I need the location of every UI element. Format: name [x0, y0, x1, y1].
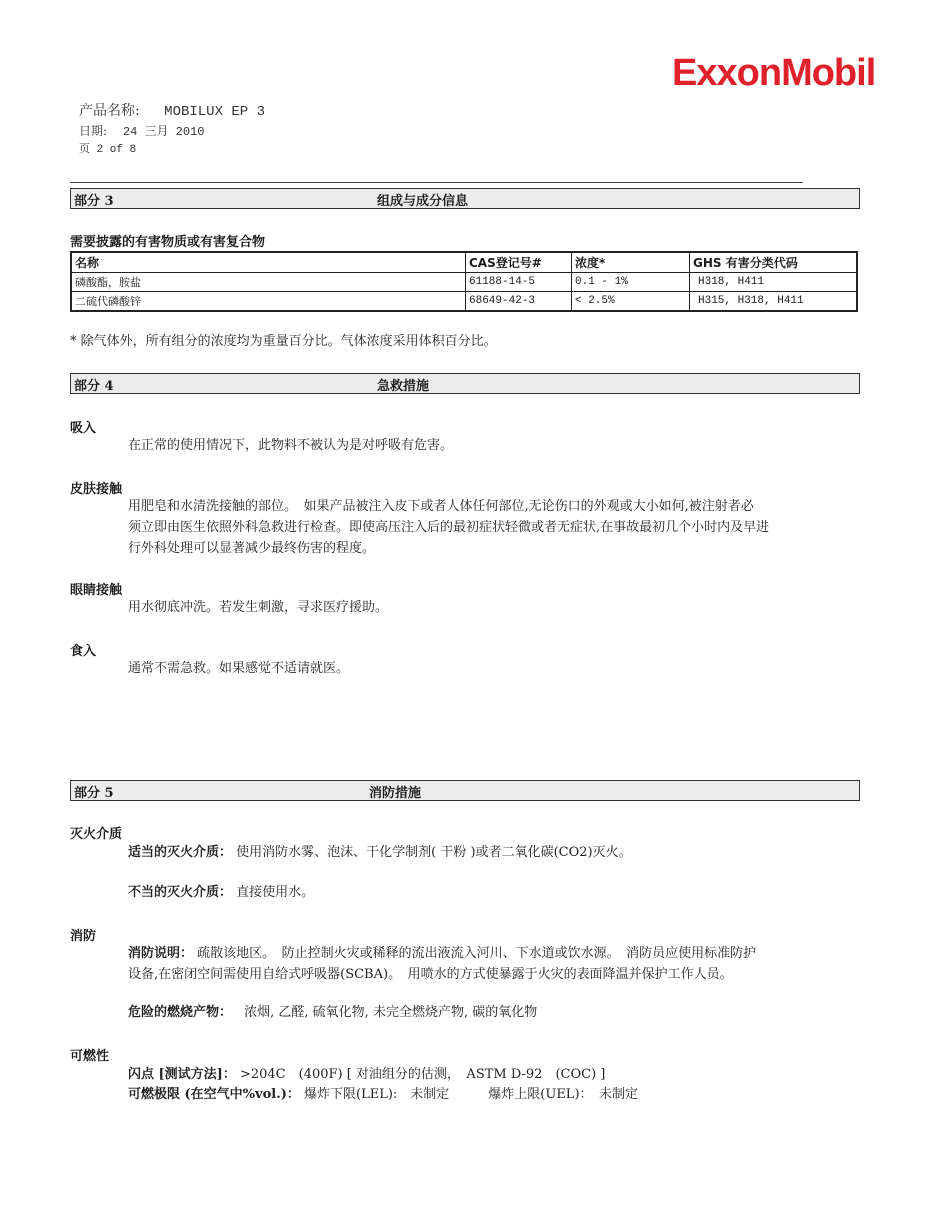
cell-name: 二硫代磷酸锌 — [71, 292, 466, 312]
unsuitable-media-label: 不当的灭火介质： — [128, 885, 233, 900]
section-4-title: 急救措施 — [377, 379, 430, 394]
section-3-bar — [70, 188, 860, 209]
unsuitable-media-text: 直接使用水。 — [236, 885, 315, 900]
section-5-number: 部分 5 — [74, 786, 114, 801]
section-5-bar — [70, 780, 860, 801]
logo-text-xx: xx — [696, 52, 737, 94]
section-5-title: 消防措施 — [369, 786, 422, 801]
flammable-limits-text: 爆炸下限(LEL): 未制定 爆炸上限(UEL)： 未制定 — [304, 1087, 639, 1102]
flash-point-line — [128, 1064, 605, 1085]
header-divider — [70, 182, 803, 183]
product-name-line — [79, 100, 265, 120]
suitable-media-line — [128, 842, 632, 863]
inhalation-heading: 吸入 — [70, 421, 97, 436]
cell-cas: 68649-42-3 — [466, 292, 572, 312]
col-header-name: 名称 — [71, 252, 466, 273]
concentration-footnote: * 除气体外，所有组分的浓度均为重量百分比。气体浓度采用体积百分比。 — [70, 334, 497, 349]
cell-ghs: H315, H318, H411 — [690, 292, 858, 312]
cell-ghs: H318, H411 — [690, 273, 858, 292]
exxonmobil-logo — [672, 52, 875, 95]
combustion-products-label: 危险的燃烧产物： — [128, 1005, 233, 1020]
date-line — [79, 122, 205, 139]
combustion-products-text: 浓烟, 乙醛, 硫氧化物, 未完全燃烧产物, 碳的氧化物 — [244, 1005, 538, 1020]
date-label: 日期: — [79, 124, 108, 138]
col-header-cas: CAS登记号# — [466, 252, 572, 273]
ingestion-text: 通常不需急救。如果感觉不适请就医。 — [128, 661, 350, 676]
cell-name: 磷酸酯，胺盐 — [71, 273, 466, 292]
date-value: 24 三月 2010 — [122, 125, 205, 139]
flash-point-text: >204C (400F) [ 对油组分的估测， ASTM D-92 (COC) ] — [239, 1067, 606, 1082]
skin-contact-line-2: 须立即由医生依照外科急救进行检查。即使高压注入后的最初症状轻微或者无症状,在事故最初几个小时内及早进 — [128, 520, 770, 535]
table-row — [71, 292, 857, 312]
table-row — [71, 273, 857, 292]
cell-cas: 61188-14-5 — [466, 273, 572, 292]
flammability-heading: 可燃性 — [70, 1049, 110, 1064]
suitable-media-text: 使用消防水雾、泡沫、干化学制剂( 干粉 )或者二氧化碳(CO2)灭火。 — [236, 845, 632, 860]
firefighting-instructions-label: 消防说明： — [128, 946, 194, 961]
skin-contact-line-1: 用肥皂和水清洗接触的部位。 如果产品被注入皮下或者人体任何部位,无论伤口的外观或大小如何,被注射者必 — [128, 499, 754, 514]
firefighting-instructions-line-1 — [128, 943, 756, 964]
cell-concentration: < 2.5% — [572, 292, 690, 312]
ingestion-heading: 食入 — [70, 644, 97, 659]
firefighting-instructions-line-2: 设备,在密闭空间需使用自给式呼吸器(SCBA)。 用喷水的方式使暴露于火灾的表面降温并保护工作人员。 — [128, 967, 733, 982]
skin-contact-heading: 皮肤接触 — [70, 482, 123, 497]
inhalation-text: 在正常的使用情况下，此物料不被认为是对呼吸有危害。 — [128, 438, 454, 453]
flash-point-label: 闪点 [测试方法]： — [128, 1067, 236, 1082]
section-3-number: 部分 3 — [74, 194, 114, 209]
product-name-label: 产品名称: — [79, 103, 140, 119]
col-header-ghs: GHS 有害分类代码 — [690, 252, 858, 273]
skin-contact-line-3: 行外科处理可以显著减少最终伤害的程度。 — [128, 541, 376, 556]
logo-text-onmobil: onMobil — [736, 52, 876, 94]
combustion-products-line — [128, 1002, 537, 1023]
eye-contact-text: 用水彻底冲洗。若发生刺激，寻求医疗援助。 — [128, 600, 389, 615]
section-3-title: 组成与成分信息 — [377, 194, 469, 209]
flammable-limits-label: 可燃极限 (在空气中%vol.)： — [128, 1087, 300, 1102]
firefighting-heading: 消防 — [70, 929, 97, 944]
page-number: 页 2 of 8 — [79, 144, 137, 156]
suitable-media-label: 适当的灭火介质： — [128, 845, 233, 860]
section-4-bar — [70, 373, 860, 394]
extinguishing-media-heading: 灭火介质 — [70, 827, 123, 842]
eye-contact-heading: 眼睛接触 — [70, 583, 123, 598]
firefighting-instructions-text-1: 疏散该地区。 防止控制火灾或稀释的流出液流入河川、下水道或饮水源。 消防员应使用标准防护 — [197, 946, 757, 961]
product-name-value: MOBILUX EP 3 — [164, 104, 265, 120]
flammable-limits-line — [128, 1084, 638, 1105]
table-header-row — [71, 252, 857, 273]
logo-text-e: E — [672, 52, 697, 94]
hazardous-substances-table — [70, 251, 858, 312]
section-4-number: 部分 4 — [74, 379, 114, 394]
col-header-concentration: 浓度* — [572, 252, 690, 273]
cell-concentration: 0.1 - 1% — [572, 273, 690, 292]
unsuitable-media-line — [128, 882, 314, 903]
hazardous-substances-heading: 需要披露的有害物质或有害复合物 — [70, 235, 266, 250]
